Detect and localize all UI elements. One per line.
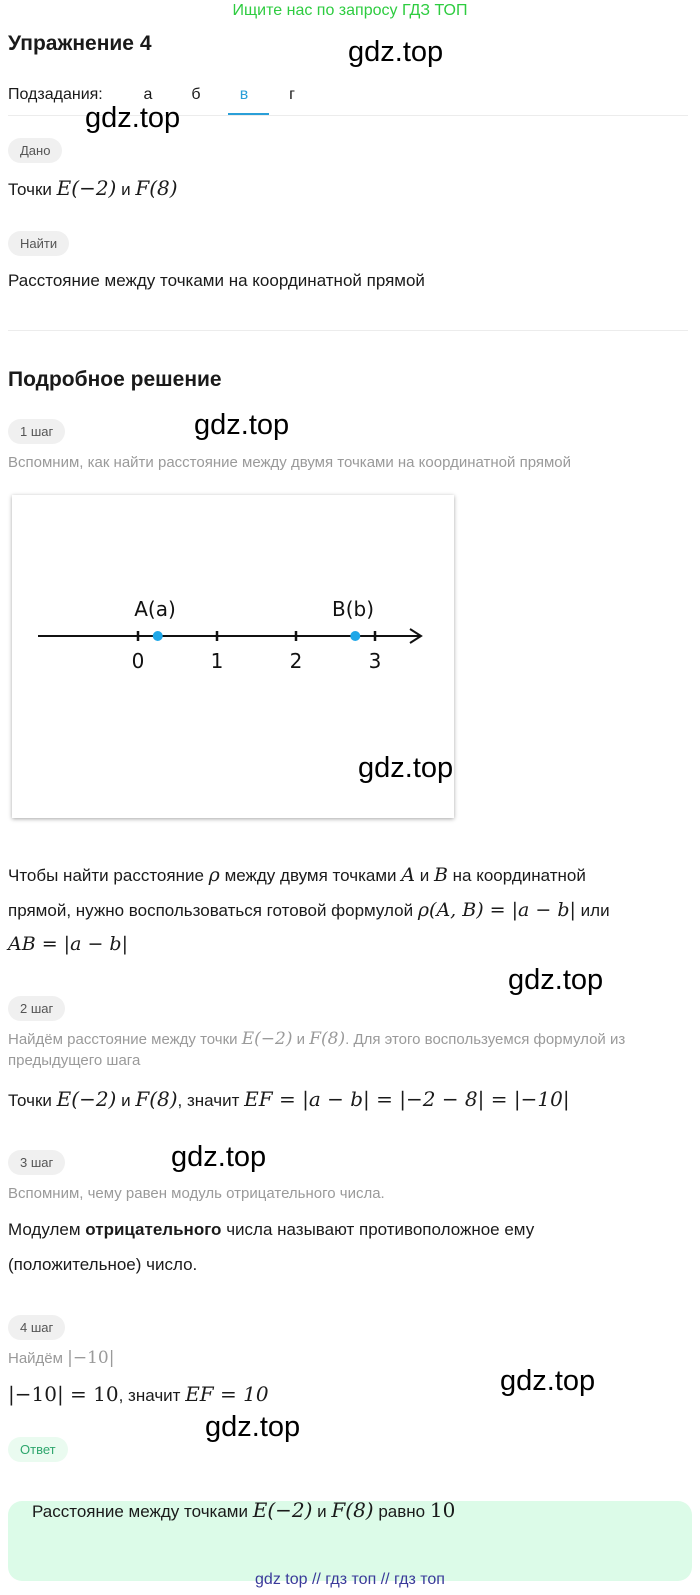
- given-conj: и: [121, 180, 131, 199]
- step2-formula: EF = |a − b| = |−2 − 8| = |−10|: [244, 1087, 570, 1111]
- step1-line2-suffix: или: [580, 901, 610, 920]
- subtask-tab-a[interactable]: а: [143, 86, 153, 103]
- step3-text-prefix: Модулем: [8, 1220, 81, 1239]
- label-a: A(a): [134, 597, 176, 621]
- step2-hint-conj: и: [296, 1031, 306, 1048]
- watermark: gdz.top: [194, 409, 290, 441]
- answer-value: 10: [429, 1498, 456, 1522]
- step1-text-line1: [8, 864, 586, 886]
- divider: [8, 330, 688, 331]
- step1-pill: 1 шаг: [8, 419, 65, 444]
- watermark: gdz.top: [171, 1141, 267, 1173]
- step1-line1-prefix: Чтобы найти расстояние: [8, 866, 204, 885]
- step3-pill: 3 шаг: [8, 1150, 65, 1175]
- step3-text-line1: [8, 1220, 534, 1240]
- step2-hint-line2: предыдущего шага: [8, 1052, 141, 1069]
- step2-point-e: E(−2): [56, 1087, 117, 1111]
- answer-text: [32, 1498, 455, 1522]
- given-text: [8, 176, 178, 200]
- top-banner[interactable]: Ищите нас по запросу ГДЗ ТОП: [232, 2, 468, 19]
- step3-text-suffix: числа называют противоположное ему: [226, 1220, 535, 1239]
- step4-hint: [8, 1348, 114, 1368]
- step4-hint-prefix: Найдём: [8, 1350, 63, 1367]
- label-b: B(b): [331, 597, 375, 621]
- point-a: [153, 631, 163, 641]
- point-b: [350, 631, 360, 641]
- given-point-e: E(−2): [56, 176, 117, 200]
- answer-pill: Ответ: [8, 1437, 68, 1462]
- step2-point-f: F(8): [135, 1087, 178, 1111]
- answer-mid: равно: [378, 1502, 426, 1521]
- step2-text-prefix: Точки: [8, 1091, 52, 1110]
- step1-text-line3: [8, 933, 128, 955]
- step1-conj: и: [419, 866, 430, 885]
- watermark: gdz.top: [500, 1365, 596, 1397]
- step2-hint-f: F(8): [309, 1029, 346, 1049]
- step2-text-mid: , значит: [177, 1091, 240, 1110]
- watermark: gdz.top: [358, 752, 454, 784]
- var-b: B: [433, 864, 448, 886]
- solution-heading: Подробное решение: [8, 368, 222, 391]
- rho-symbol: ρ: [208, 864, 220, 886]
- answer-f: F(8): [331, 1498, 374, 1522]
- step2-hint-prefix: Найдём расстояние между точки: [8, 1031, 238, 1048]
- step1-text-line2: [8, 899, 610, 921]
- given-prefix: Точки: [8, 180, 52, 199]
- subtasks-label: Подзадания:: [8, 86, 103, 103]
- step2-pill: 2 шаг: [8, 996, 65, 1021]
- step2-hint-suffix: . Для этого воспользуемся формулой из: [345, 1031, 626, 1048]
- answer-e: E(−2): [252, 1498, 313, 1522]
- step1-line1-mid: между двумя точками: [224, 866, 397, 885]
- find-pill: Найти: [8, 231, 69, 256]
- given-pill: Дано: [8, 138, 62, 163]
- step3-hint: Вспомним, чему равен модуль отрицательного числа.: [8, 1185, 385, 1202]
- tick-label-3: 3: [368, 649, 382, 673]
- find-text: Расстояние между точками на координатной прямой: [8, 271, 425, 290]
- watermark: gdz.top: [205, 1411, 301, 1443]
- step1-line1-suffix: на координатной: [452, 866, 586, 885]
- step3-text-bold: отрицательного: [85, 1220, 222, 1239]
- footer-links[interactable]: gdz top // гдз топ // гдз топ: [255, 1571, 445, 1588]
- step2-hint-line1: [8, 1029, 625, 1049]
- step4-calc-mid: , значит: [118, 1386, 181, 1405]
- subtask-tab-g[interactable]: г: [289, 86, 295, 103]
- step2-text-conj: и: [121, 1091, 131, 1110]
- given-point-f: F(8): [135, 176, 178, 200]
- step1-hint: Вспомним, как найти расстояние между двумя точками на координатной прямой: [8, 454, 572, 471]
- answer-prefix: Расстояние между точками: [32, 1502, 248, 1521]
- step2-hint-e: E(−2): [241, 1029, 293, 1049]
- step4-hint-math: |−10|: [67, 1348, 115, 1368]
- step2-text: [8, 1087, 570, 1111]
- tick-label-1: 1: [210, 649, 224, 673]
- formula-rho: ρ(A, B) = |a − b|: [417, 899, 576, 921]
- subtask-tab-v[interactable]: в: [239, 86, 249, 103]
- formula-ab: AB = |a − b|: [8, 933, 128, 955]
- var-a: A: [401, 864, 415, 886]
- step4-calc: [8, 1382, 269, 1406]
- watermark: gdz.top: [348, 36, 444, 68]
- watermark: gdz.top: [508, 964, 604, 996]
- watermark: gdz.top: [85, 102, 181, 134]
- tick-label-0: 0: [131, 649, 145, 673]
- answer-conj: и: [317, 1502, 327, 1521]
- step1-line2-prefix: прямой, нужно воспользоваться готовой формулой: [8, 901, 414, 920]
- step4-calc-result: EF = 10: [185, 1382, 269, 1406]
- subtask-tab-b[interactable]: б: [191, 86, 201, 103]
- step4-calc-abs: |−10| = 10: [8, 1382, 119, 1406]
- step4-pill: 4 шаг: [8, 1315, 65, 1340]
- step3-text-line2: (положительное) число.: [8, 1255, 198, 1274]
- tick-label-2: 2: [289, 649, 303, 673]
- exercise-title: Упражнение 4: [8, 32, 152, 55]
